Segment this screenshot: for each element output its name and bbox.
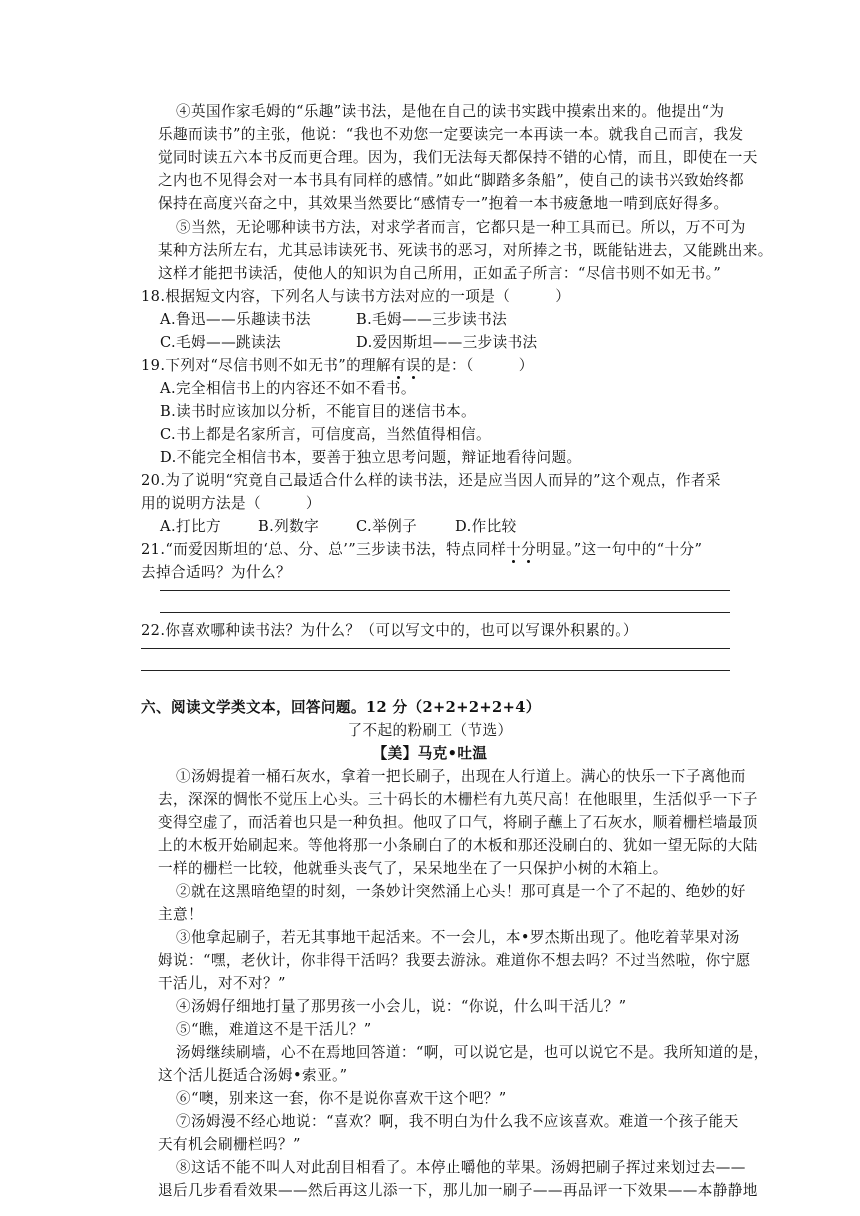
story-line: ⑦汤姆漫不经心地说：“喜欢？啊，我不明白为什么我不应该喜欢。难道一个孩子能天 [176, 1113, 739, 1130]
story-line: 干活儿，对不对？” [158, 975, 286, 992]
story-line: 这个活儿挺适合汤姆•索亚。” [158, 1067, 348, 1084]
story-line: 姆说：“嘿，老伙计，你非得干活吗？我要去游泳。难道你不想去吗？不过当然啦，你宁愿 [158, 952, 751, 969]
question-20-option-c: C.举例子 [356, 518, 418, 535]
question-19-option-a: A.完全相信书上的内容还不如不看书。 [160, 380, 416, 397]
question-18-option-a: A.鲁迅——乐趣读书法 [160, 311, 311, 328]
question-21-stem-end: 明显。”这一句中的“十分” [536, 541, 703, 558]
emphasis-dot-char: 误 [406, 357, 422, 374]
question-20-option-d: D.作比较 [455, 518, 517, 535]
question-18-option-d: D.爱因斯坦——三步读书法 [356, 334, 538, 351]
story-line: 退后几步看看效果——然后再这儿添一下，那儿加一刷子——再品评一下效果——本静静地 [158, 1182, 758, 1199]
passage-p4-line-4: 之内也不见得会对一本书具有同样的感情。”如此“脚踏多条船”，使自己的读书兴致始终都 [158, 172, 745, 189]
question-20-stem-line-1: 20.为了说明“究竟自己最适合什么样的读书法，还是应当因人而异的”这个观点，作者采 [141, 472, 721, 489]
story-line: ①汤姆提着一桶石灰水，拿着一把长刷子，出现在人行道上。满心的快乐一下子离他而 [176, 768, 746, 785]
story-line: 去，深深的惆怅不觉压上心头。三十码长的木栅栏有九英尺高！在他眼里，生活似乎一下子 [158, 791, 758, 808]
story-line: 天有机会刷栅栏吗？” [158, 1136, 301, 1153]
passage-p4-line-3: 觉同时读五六本书反而更合理。因为，我们无法每天都保持不错的心情，而且，即使在一天 [158, 149, 758, 166]
emphasis-dot-char: 分 [521, 541, 537, 558]
passage-p4-line-5: 保持在高度兴奋之中，其效果当然要比“感情专一”抱着一本书疲惫地一啃到底好得多。 [158, 195, 729, 212]
story-line: ③他拿起刷子，若无其事地干起活来。不一会儿，本•罗杰斯出现了。他吃着苹果对汤 [176, 929, 740, 946]
question-18-stem: 18.根据短文内容，下列名人与读书方法对应的一项是（ ） [141, 288, 571, 305]
answer-line[interactable] [141, 648, 730, 649]
answer-line[interactable] [141, 670, 730, 671]
story-title: 了不起的粉刷工（节选） [347, 722, 513, 739]
answer-line[interactable] [160, 590, 730, 591]
question-19-stem-end: 的是：（ ） [421, 357, 534, 374]
passage-p4-line-2: 乐趣而读书”的主张，他说：“我也不劝您一定要读完一本再读一本。就我自己而言，我发 [158, 126, 744, 143]
question-21-stem-line-1 [141, 541, 702, 559]
question-21-stem-start: 21.“而爱因斯坦的‘总、分、总’”三步读书法，特点同样 [141, 541, 507, 558]
question-19-option-b: B.读书时应该加以分析，不能盲目的迷信书本。 [160, 403, 477, 420]
story-line: ④汤姆仔细地打量了那男孩一小会儿，说：“你说，什么叫干活儿？” [176, 998, 627, 1015]
question-20-stem-line-2: 用的说明方法是（ ） [141, 495, 321, 512]
section-6-heading: 六、阅读文学类文本，回答问题。12 分（2+2+2+2+4） [141, 699, 541, 716]
question-18-option-c: C.毛姆——跳读法 [160, 334, 282, 351]
question-19-option-c: C.书上都是名家所言，可信度高，当然值得相信。 [160, 426, 491, 443]
story-line: 一样的栅栏一比较，他就垂头丧气了，呆呆地坐在了一只保护小树的木箱上。 [158, 860, 668, 877]
question-19-option-d: D.不能完全相信书本，要善于独立思考问题，辩证地看待问题。 [160, 449, 582, 466]
passage-p5-line-2: 某种方法所左右，尤其忌讳读死书、死读书的恶习，对所捧之书，既能钻进去，又能跳出来。 [158, 242, 773, 259]
story-line: ⑥“噢，别来这一套，你不是说你喜欢干这个吧？” [176, 1090, 507, 1107]
answer-line[interactable] [160, 612, 730, 613]
passage-p5-line-1: ⑤当然，无论哪种读书方法，对求学者而言，它都只是一种工具而已。所以，万不可为 [176, 219, 746, 236]
passage-p5-line-3: 这样才能把书读活，使他人的知识为自己所用，正如孟子所言：“尽信书则不如无书。” [158, 265, 722, 282]
story-line: ⑧这话不能不叫人对此刮目相看了。本停止嚼他的苹果。汤姆把刷子挥过来划过去—— [176, 1159, 746, 1176]
story-line: 上的木板开始刷起来。等他将那一小条刷白了的木板和那还没刷白的、犹如一望无际的大陆 [158, 837, 758, 854]
question-19-stem-start: 19.下列对“尽信书则不如无书”的理解 [141, 357, 392, 374]
story-line: 汤姆继续刷墙，心不在焉地回答道：“啊，可以说它是，也可以说它不是。我所知道的是， [176, 1044, 769, 1061]
story-line: ⑤“瞧，难道这不是干活儿？” [176, 1021, 372, 1038]
emphasis-dot-char: 十 [506, 541, 522, 558]
question-19-stem [141, 357, 534, 375]
story-line: 变得空虚了，而活着也只是一种负担。他叹了口气，将刷子蘸上了石灰水，顺着栅栏墙最顶 [158, 814, 758, 831]
question-22-stem: 22.你喜欢哪种读书法？为什么？（可以写文中的，也可以写课外积累的。） [141, 622, 638, 639]
passage-p4-line-1: ④英国作家毛姆的“乐趣”读书法，是他在自己的读书实践中摸索出来的。他提出“为 [176, 103, 725, 120]
question-18-option-b: B.毛姆——三步读书法 [356, 311, 508, 328]
question-20-option-b: B.列数字 [258, 518, 320, 535]
story-line: 主意！ [158, 906, 203, 923]
story-line: ②就在这黑暗绝望的时刻，一条妙计突然涌上心头！那可真是一个了不起的、绝妙的好 [176, 883, 746, 900]
story-author: 【美】马克•吐温 [372, 745, 488, 762]
emphasis-dot-char: 有 [391, 357, 407, 374]
question-21-stem-line-2: 去掉合适吗？为什么？ [141, 564, 291, 581]
question-20-option-a: A.打比方 [160, 518, 221, 535]
